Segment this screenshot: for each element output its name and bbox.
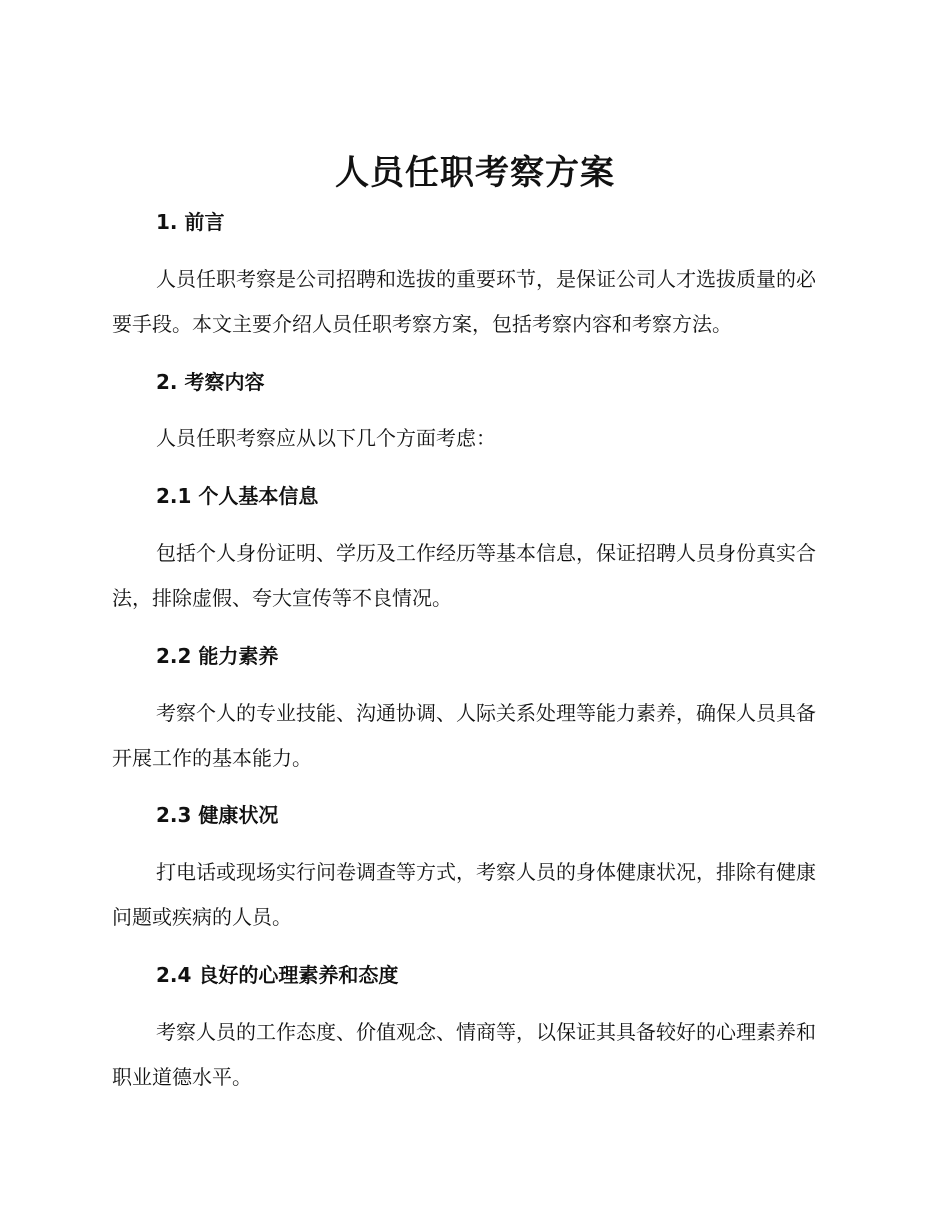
- section-heading-content: 2. 考察内容: [156, 370, 265, 394]
- section-heading-basic-info: 2.1 个人基本信息: [156, 484, 319, 508]
- section-heading-ability: 2.2 能力素养: [156, 644, 279, 668]
- section-paragraph-health: 打电话或现场实行问卷调查等方式，考察人员的身体健康状况，排除有健康问题或疾病的人员。: [112, 860, 816, 929]
- section-paragraph-content: 人员任职考察应从以下几个方面考虑：: [156, 426, 496, 450]
- section-paragraph-mentality: 考察人员的工作态度、价值观念、情商等，以保证其具备较好的心理素养和职业道德水平。: [112, 1020, 816, 1089]
- section-heading-mentality: 2.4 良好的心理素养和态度: [156, 963, 399, 987]
- document-title: 人员任职考察方案: [335, 153, 615, 193]
- section-paragraph-preface: 人员任职考察是公司招聘和选拔的重要环节，是保证公司人才选拔质量的必要手段。本文主要介绍人员任职考察方案，包括考察内容和考察方法。: [112, 267, 816, 336]
- section-heading-health: 2.3 健康状况: [156, 803, 279, 827]
- section-paragraph-ability: 考察个人的专业技能、沟通协调、人际关系处理等能力素养，确保人员具备开展工作的基本能力。: [112, 701, 816, 770]
- section-heading-preface: 1. 前言: [156, 210, 225, 234]
- section-paragraph-basic-info: 包括个人身份证明、学历及工作经历等基本信息，保证招聘人员身份真实合法，排除虚假、夸大宣传等不良情况。: [112, 541, 816, 610]
